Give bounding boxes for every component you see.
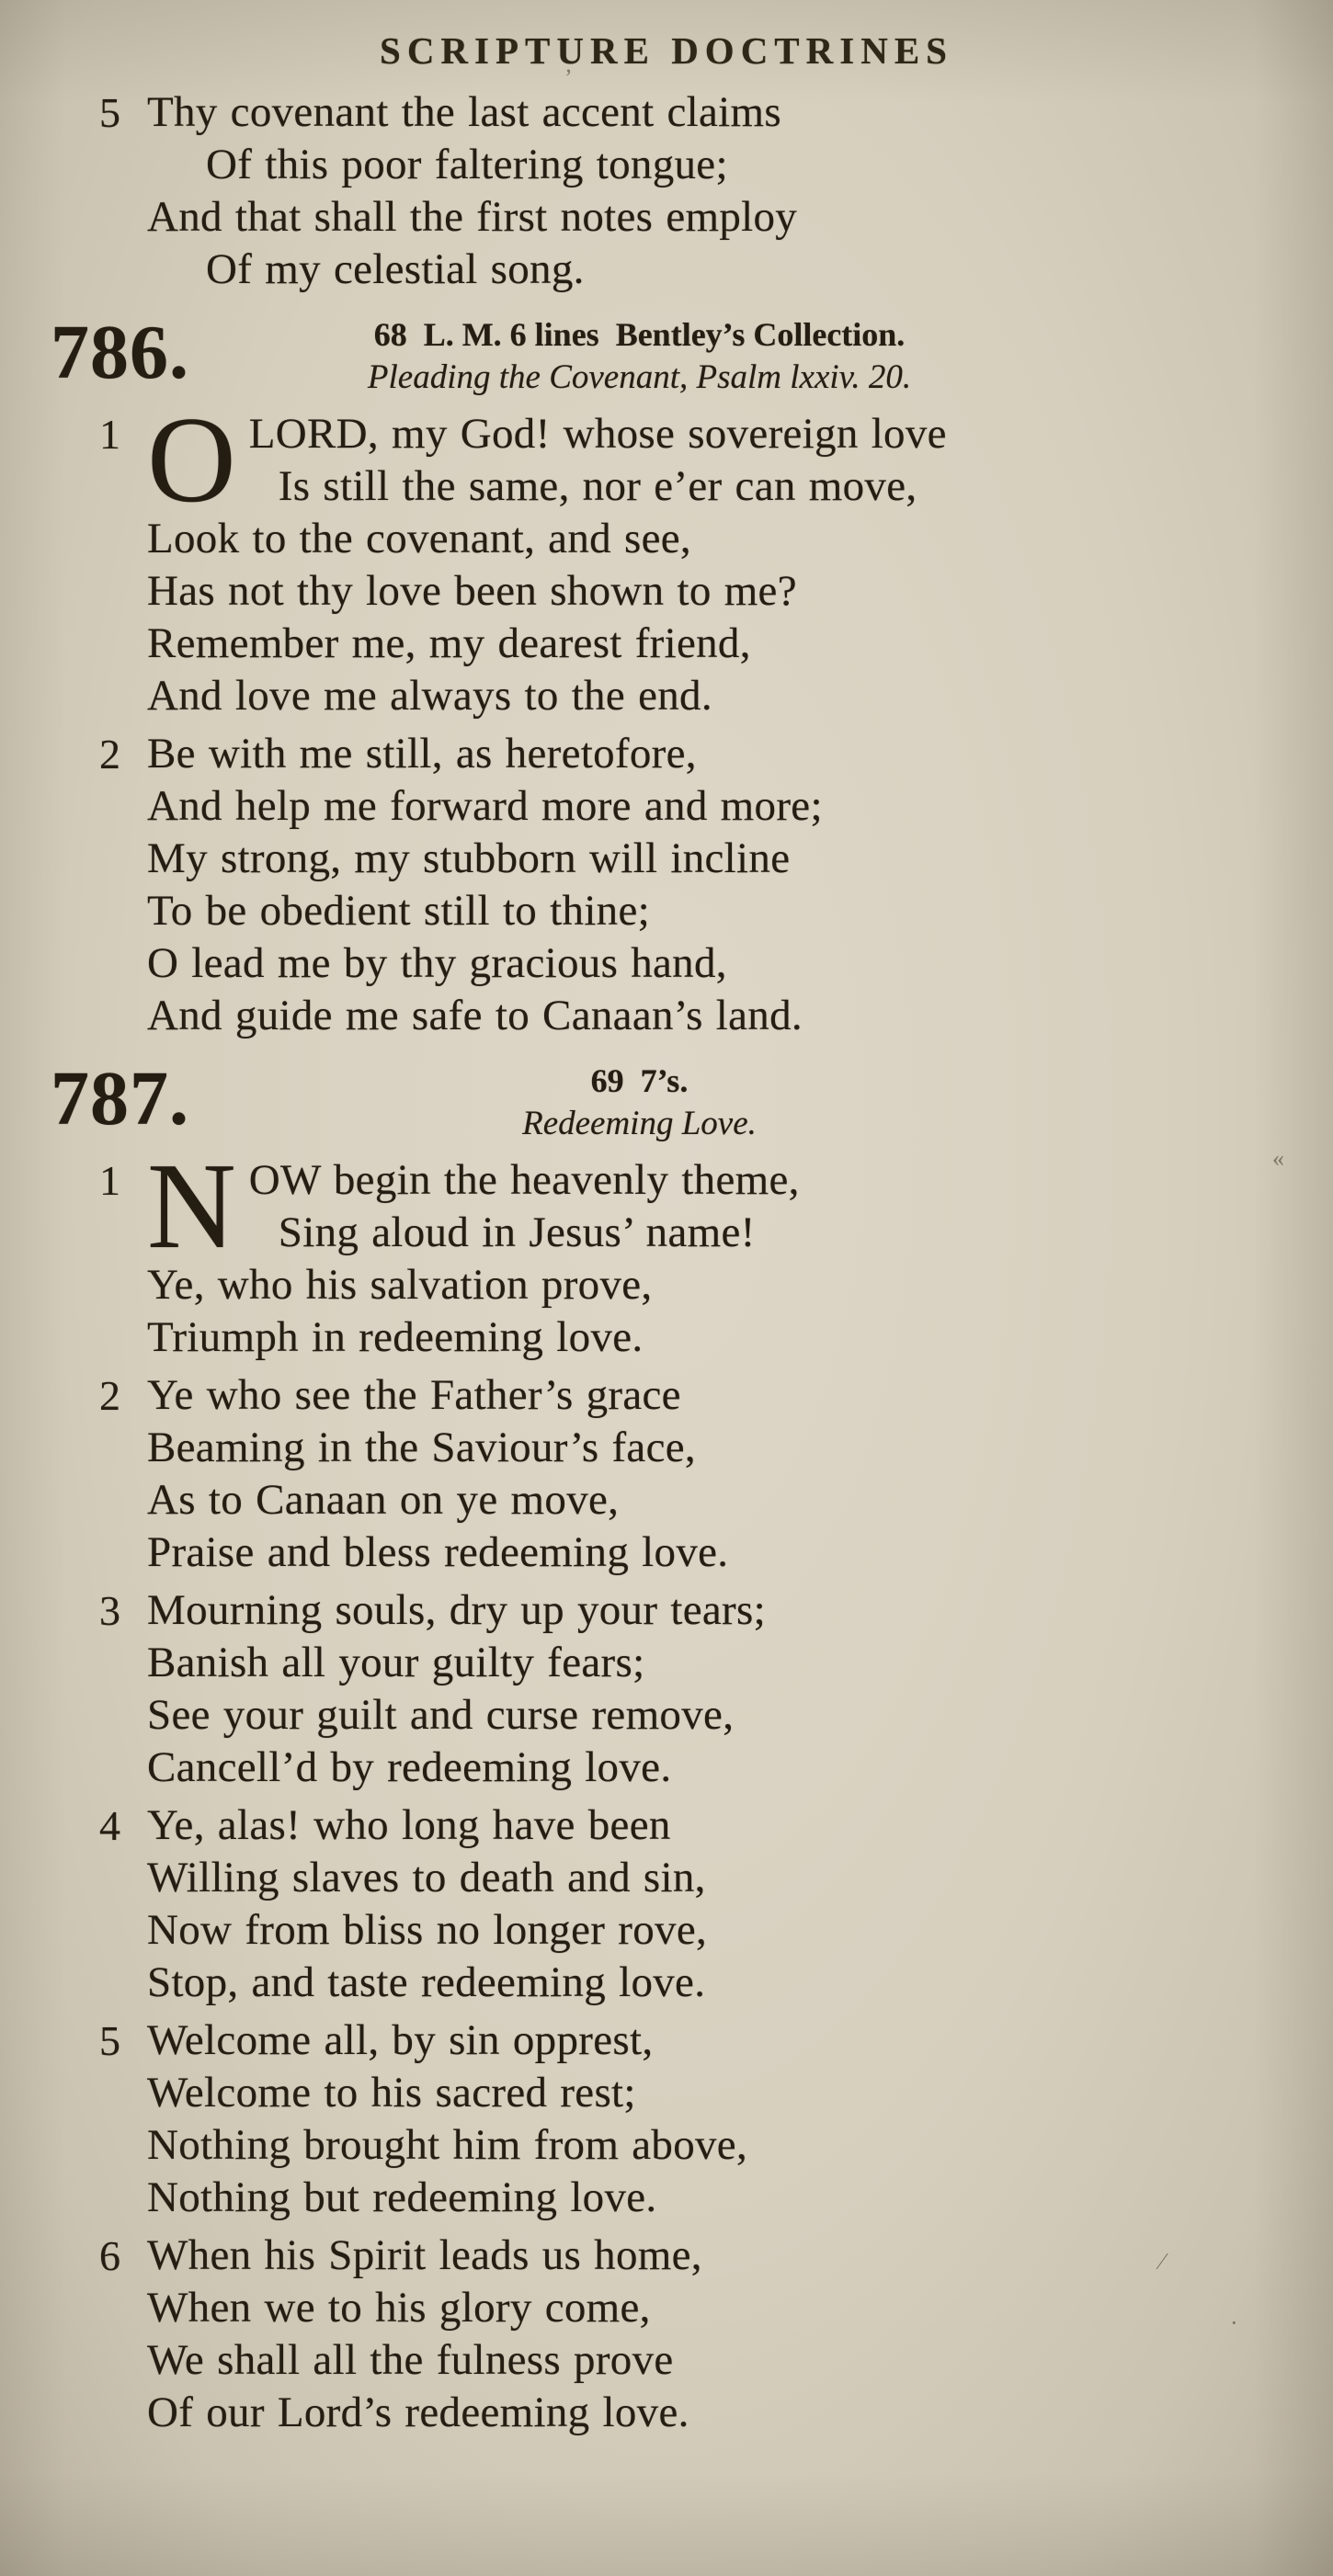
verse-number: 1 (99, 411, 120, 458)
verse-line: Ye, alas! who long have been (147, 1801, 671, 1849)
hymn-section (51, 1056, 1282, 2439)
section-header: SCRIPTURE DOCTRINES (380, 29, 953, 72)
verse-number: 2 (99, 1372, 120, 1419)
verse-line: Welcome to his sacred rest; (147, 2069, 636, 2116)
verse-line: Willing slaves to death and sin, (147, 1854, 706, 1901)
verse-line: Of this poor faltering tongue; (206, 141, 728, 188)
hymn-title: Redeeming Love. (522, 1105, 757, 1142)
verse-line: Cancell’d by redeeming love. (147, 1743, 672, 1791)
verse-line: O lead me by thy gracious hand, (147, 939, 727, 987)
stanza (99, 1369, 1277, 1579)
verse-number: 2 (99, 731, 120, 777)
dropcap-letter: N (147, 1138, 236, 1274)
verse-line: Ye who see the Father’s grace (147, 1371, 681, 1419)
verse-number: 3 (99, 1587, 120, 1634)
hymn-number: 787. (51, 1056, 189, 1141)
verse-line: Nothing brought him from above, (147, 2121, 748, 2169)
stanza (99, 1799, 1277, 2009)
verse-line: Be with me still, as heretofore, (147, 730, 697, 777)
hymn-meta (189, 1059, 1282, 1145)
verse-line: Beaming in the Saviour’s face, (147, 1424, 696, 1471)
verse-number: 5 (99, 89, 120, 136)
verse-number: 6 (99, 2232, 120, 2279)
verse-line: When we to his glory come, (147, 2284, 651, 2332)
verse-line: Welcome all, by sin opprest, (147, 2016, 654, 2064)
hymn-title: Pleading the Covenant, Psalm lxxiv. 20. (367, 358, 912, 396)
verse-line: Is still the same, nor e’er can move, (278, 462, 917, 510)
verse-line: And help me forward more and more; (147, 782, 823, 830)
stanza (99, 1584, 1277, 1794)
stanza (99, 86, 1277, 296)
verse-line: When his Spirit leads us home, (147, 2231, 702, 2279)
verse-line: We shall all the fulness prove (147, 2336, 674, 2384)
verse-number: 4 (99, 1802, 120, 1849)
verse-line: Mourning souls, dry up your tears; (147, 1586, 766, 1634)
scan-artifact: ∕ (1160, 2248, 1165, 2275)
stanza (99, 2230, 1277, 2439)
hymn-meter: 69 7’s. (590, 1062, 689, 1099)
verse-line: Stop, and taste redeeming love. (147, 1958, 706, 2006)
hymn-number: 786. (51, 310, 189, 395)
verse-line: Of my celestial song. (206, 245, 585, 293)
scan-artifact: · (1230, 2309, 1238, 2336)
verse-line: Triumph in redeeming love. (147, 1313, 644, 1361)
verse-line: Remember me, my dearest friend, (147, 619, 751, 667)
hymn-heading (51, 1056, 1282, 1145)
dropcap-letter: O (147, 392, 236, 528)
hymn-meter: 68 L. M. 6 lines Bentley’s Collection. (373, 316, 906, 353)
hymn-heading (51, 312, 1282, 399)
verse-line: Ye, who his salvation prove, (147, 1261, 653, 1309)
verse-line: And that shall the first notes employ (147, 193, 798, 241)
verse-line: As to Canaan on ye move, (147, 1476, 620, 1524)
verse-number: 1 (99, 1157, 120, 1204)
verse-line: And love me always to the end. (147, 672, 712, 720)
verse-number: 5 (99, 2017, 120, 2064)
verse-line: To be obedient still to thine; (147, 887, 650, 935)
scan-artifact: ’ (564, 64, 573, 91)
verse-line: See your guilt and curse remove, (147, 1691, 735, 1739)
verse-line: Nothing but redeeming love. (147, 2173, 657, 2221)
hymn-section (51, 312, 1282, 1042)
stanza (99, 392, 1277, 722)
verse-line: Thy covenant the last accent claims (147, 88, 781, 136)
stanza (99, 728, 1277, 1042)
verse-line: Of our Lord’s redeeming love. (147, 2389, 689, 2436)
verse-line: And guide me safe to Canaan’s land. (147, 992, 803, 1039)
scan-artifact: « (1272, 1145, 1284, 1172)
verse-line: My strong, my stubborn will incline (147, 834, 791, 882)
verse-line: Praise and bless redeeming love. (147, 1528, 729, 1576)
verse-line: Sing aloud in Jesus’ name! (278, 1209, 756, 1256)
verse-line: LORD, my God! whose sovereign love (248, 410, 947, 458)
hymn-meta (189, 312, 1282, 399)
verse-line: Now from bliss no longer rove, (147, 1906, 708, 1954)
stanza (99, 1138, 1277, 1364)
verse-line: Has not thy love been shown to me? (147, 567, 797, 615)
page-content (51, 86, 1282, 2439)
verse-line: Banish all your guilty fears; (147, 1639, 645, 1686)
verse-line: Look to the covenant, and see, (147, 515, 691, 562)
stanza (99, 2014, 1277, 2224)
verse-line: OW begin the heavenly theme, (248, 1156, 800, 1204)
